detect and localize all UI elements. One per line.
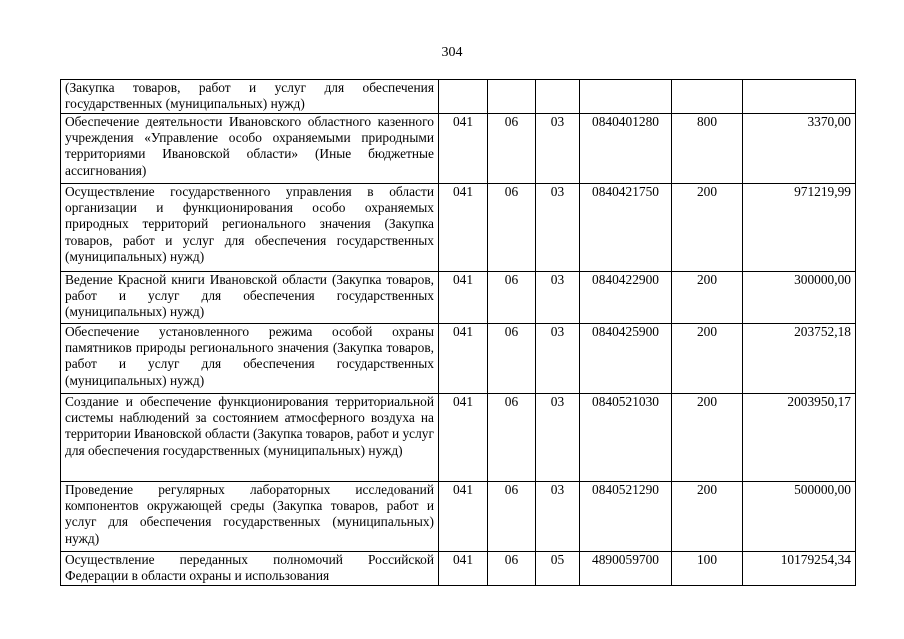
section-code-cell: 06: [488, 324, 536, 394]
ministry-code-cell: 041: [439, 184, 488, 272]
target-code-cell: 0840521030: [580, 394, 672, 482]
ministry-code-cell: [439, 80, 488, 114]
table-row: [61, 272, 856, 324]
ministry-code-cell: 041: [439, 324, 488, 394]
subsection-code-cell: 03: [536, 394, 580, 482]
subsection-code-cell: 03: [536, 272, 580, 324]
target-code-cell: 0840401280: [580, 114, 672, 184]
ministry-code-cell: 041: [439, 272, 488, 324]
subsection-code-cell: 03: [536, 482, 580, 552]
subsection-code-cell: 05: [536, 552, 580, 586]
amount-cell: 971219,99: [743, 184, 856, 272]
section-code-cell: [488, 80, 536, 114]
row-description: Проведение регулярных лабораторных исследований компонентов окружающей среды (Закупка товаров, работ и услуг для обеспечения государственных (муниципальных) нужд): [61, 482, 439, 552]
table-row: [61, 324, 856, 394]
expense-type-cell: 800: [672, 114, 743, 184]
target-code-cell: 0840422900: [580, 272, 672, 324]
target-code-cell: 0840421750: [580, 184, 672, 272]
amount-cell: 300000,00: [743, 272, 856, 324]
expense-type-cell: [672, 80, 743, 114]
section-code-cell: 06: [488, 552, 536, 586]
expense-type-cell: 200: [672, 482, 743, 552]
row-description: (Закупка товаров, работ и услуг для обеспечения государственных (муниципальных) нужд): [61, 80, 439, 114]
section-code-cell: 06: [488, 272, 536, 324]
page-number: 304: [441, 45, 463, 60]
expense-type-cell: 100: [672, 552, 743, 586]
expense-type-cell: 200: [672, 272, 743, 324]
subsection-code-cell: [536, 80, 580, 114]
amount-cell: 203752,18: [743, 324, 856, 394]
row-description: Ведение Красной книги Ивановской области (Закупка товаров, работ и услуг для обеспечения государственных (муниципальных) нужд): [61, 272, 439, 324]
budget-table: [60, 79, 856, 586]
amount-cell: [743, 80, 856, 114]
target-code-cell: 0840521290: [580, 482, 672, 552]
section-code-cell: 06: [488, 394, 536, 482]
section-code-cell: 06: [488, 184, 536, 272]
ministry-code-cell: 041: [439, 482, 488, 552]
section-code-cell: 06: [488, 482, 536, 552]
target-code-cell: [580, 80, 672, 114]
table-row: [61, 114, 856, 184]
row-description: Осуществление переданных полномочий Российской Федерации в области охраны и использования: [61, 552, 439, 586]
ministry-code-cell: 041: [439, 114, 488, 184]
table-row: [61, 394, 856, 482]
amount-cell: 500000,00: [743, 482, 856, 552]
table-row: [61, 80, 856, 114]
row-description: Создание и обеспечение функционирования территориальной системы наблюдений за состоянием атмосферного воздуха на территории Ивановской области (Закупка товаров, работ и услуг для обеспечения государственных (муниципальных) нужд): [61, 394, 439, 482]
target-code-cell: 4890059700: [580, 552, 672, 586]
section-code-cell: 06: [488, 114, 536, 184]
row-description: Обеспечение установленного режима особой охраны памятников природы регионального значения (Закупка товаров, работ и услуг для обеспечения государственных (муниципальных) нужд): [61, 324, 439, 394]
table-row: [61, 184, 856, 272]
expense-type-cell: 200: [672, 184, 743, 272]
table-row: [61, 482, 856, 552]
row-description: Обеспечение деятельности Ивановского областного казенного учреждения «Управление особо охраняемыми природными территориями Ивановской области» (Иные бюджетные ассигнования): [61, 114, 439, 184]
expense-type-cell: 200: [672, 394, 743, 482]
subsection-code-cell: 03: [536, 114, 580, 184]
ministry-code-cell: 041: [439, 552, 488, 586]
subsection-code-cell: 03: [536, 184, 580, 272]
target-code-cell: 0840425900: [580, 324, 672, 394]
amount-cell: 10179254,34: [743, 552, 856, 586]
amount-cell: 2003950,17: [743, 394, 856, 482]
subsection-code-cell: 03: [536, 324, 580, 394]
row-description: Осуществление государственного управления в области организации и функционирования особо охраняемых природных территорий регионального значения (Закупка товаров, работ и услуг для обеспечения государственных (муниципальных) нужд): [61, 184, 439, 272]
amount-cell: 3370,00: [743, 114, 856, 184]
expense-type-cell: 200: [672, 324, 743, 394]
ministry-code-cell: 041: [439, 394, 488, 482]
table-row: [61, 552, 856, 586]
